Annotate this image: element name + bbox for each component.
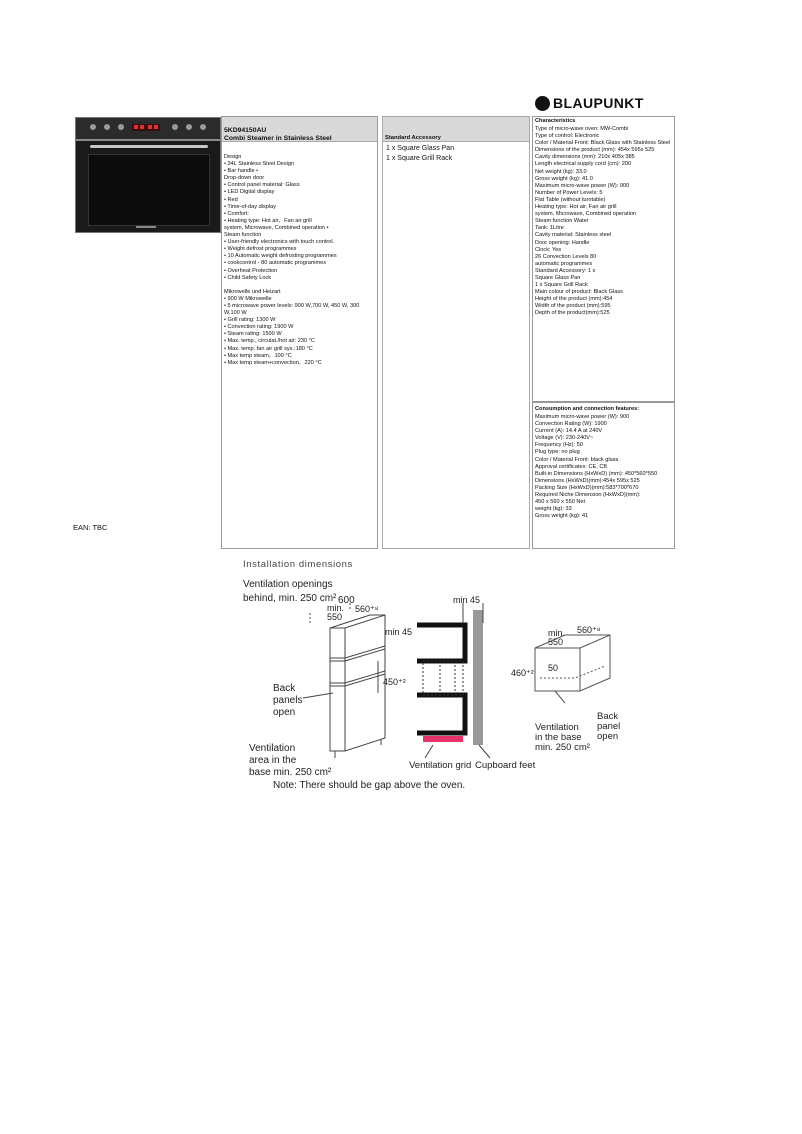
product-column	[221, 116, 378, 549]
spec-line: • Max temp steam+convection、220 °C	[224, 359, 322, 366]
spec-line: Steam function	[224, 232, 262, 239]
spec-line: Required Niche Dimension (HxWxD)(mm):	[535, 492, 641, 499]
vent-area-line1: Ventilation	[249, 743, 296, 754]
spec-line: Steam function Water	[535, 218, 589, 225]
spec-line: • Red	[224, 196, 238, 203]
product-model: 5KD94150AU	[224, 127, 267, 134]
installation-title: Installation dimensions	[243, 559, 353, 570]
right-vent-line2: in the base	[535, 732, 582, 743]
spec-line: • Overheat Protection	[224, 267, 278, 274]
spec-line: Frequency (Hz): 50	[535, 442, 583, 449]
right-min-550: 550	[548, 637, 564, 647]
spec-line: • Time-of-day display	[224, 203, 277, 210]
vent-behind-line2: behind, min. 250 cm²	[243, 593, 337, 604]
leader-line	[425, 745, 433, 758]
spec-line: Packing Size (HxWxD)(mm):583*700*670	[535, 484, 639, 491]
installation-note: Note: There should be gap above the oven.	[273, 780, 466, 791]
right-back-line1: Back	[597, 711, 619, 722]
control-dot-icon	[90, 124, 96, 130]
accessory-list	[386, 144, 454, 164]
dim-min-label: min.	[327, 603, 345, 613]
spec-line: • Grill rating: 1300 W	[224, 317, 276, 324]
dim-min-550: 550	[327, 612, 343, 622]
consumption-list	[535, 414, 675, 520]
spec-line: Plug type: no plug	[535, 449, 580, 456]
spec-line: • Comfort:	[224, 210, 249, 217]
vent-behind-line1: Ventilation openings	[243, 579, 333, 590]
spec-line: Maximum micro-wave power (W): 900	[535, 414, 630, 420]
spec-line: Gross weight (kg): 41	[535, 513, 589, 520]
right-vent-line3: min. 250 cm²	[535, 742, 590, 753]
spec-line: Built-in Dimensions (HxWxD) (mm): 450*560*550	[535, 470, 658, 477]
ean-label: EAN: TBC	[73, 523, 108, 532]
spec-line: • Bar handle •	[224, 168, 259, 175]
spec-line: • cookcontrol - 80 automatic programmes	[224, 260, 327, 267]
spec-line: Current (A): 14.4 A at 240V	[535, 428, 603, 435]
spec-line: Heating type: Hot air, Fan air grill	[535, 204, 617, 211]
spec-line: Main colour of product: Black Glass	[535, 289, 623, 296]
spec-line: • Steam rating: 1500 W	[224, 331, 282, 338]
bar-handle	[90, 145, 208, 148]
spec-line: Length electrical supply cord (cm): 200	[535, 161, 632, 168]
characteristics-box	[532, 116, 675, 402]
spec-line: Tank: 1Litre	[535, 225, 564, 232]
right-back-line3: open	[597, 731, 619, 742]
spec-line: Color / Material Front: black glass	[535, 456, 619, 463]
spec-line: • 34L Stainless Steel Design	[224, 161, 295, 168]
spec-line: Maximum micro-wave power (W): 900	[535, 182, 630, 189]
spec-line: Width of the product (mm):595	[535, 303, 611, 310]
spec-line: system, Microwave, Combined operation	[535, 211, 637, 218]
control-dot-icon	[200, 124, 206, 130]
spec-line: • User-friendly electronics with touch control.	[224, 239, 335, 246]
section-drawing	[417, 603, 483, 745]
spec-line: • 900 W Mikrowelle	[224, 295, 272, 302]
spec-line: • Child Safety Lock	[224, 274, 272, 281]
spec-line: Height of the product (mm):454	[535, 296, 613, 303]
vent-area-line2: area in the	[249, 755, 297, 766]
control-dot-icon	[186, 124, 192, 130]
spec-line: • Max temp steam、100 °C	[224, 352, 292, 359]
vent-area-line3: base min. 250 cm²	[249, 767, 332, 778]
dim-min-45-left: min 45	[385, 627, 413, 637]
spec-line: • Heating type: Hot air、Fan air grill	[224, 217, 312, 224]
back-panels-line3: open	[273, 707, 296, 718]
spec-line: Mikrowelle und Heizart	[224, 288, 281, 295]
spec-line: • 5 microwave power levels: 900 W,700 W, 450 W, 300	[224, 302, 360, 309]
dim-min-45-right: min 45	[453, 595, 481, 605]
spec-line: 1 x Square Glass Pan	[386, 145, 455, 152]
spec-line: • Weight defrost programmes	[224, 246, 297, 253]
consumption-box	[532, 402, 675, 549]
spec-line: system, Microwave, Combined operation •	[224, 224, 329, 231]
spec-line: Door opening: Handle	[535, 239, 590, 246]
control-dot-icon	[118, 124, 124, 130]
spec-line: Color / Material Front: Black Glass with Stainless Steel	[535, 140, 671, 147]
spec-line: W,100 W	[224, 310, 247, 317]
brand-logo	[535, 93, 644, 113]
spec-line: Cavity dimensions (mm): 210x 405x 385	[535, 154, 635, 161]
brand-strip	[136, 226, 156, 228]
spec-line: • LED Digital display	[224, 189, 275, 196]
cupboard-feet-label: Cupboard feet	[475, 760, 536, 771]
accessory-title: Standard Accessory	[385, 135, 441, 141]
spec-line: Square Glass Pan	[535, 274, 581, 281]
spec-line: Clock: Yes	[535, 246, 562, 253]
led-display-icon	[132, 124, 160, 131]
spec-line: Type of control: Electronic	[535, 133, 600, 140]
spec-line: Standard Accessory: 1 x	[535, 267, 596, 274]
leader-line	[479, 745, 490, 758]
ventilation-grid-label: Ventilation grid	[409, 760, 472, 771]
spec-line	[224, 282, 376, 289]
spec-line: 1 x Square Grill Rack	[386, 155, 453, 162]
spec-line: • Control panel material: Glass	[224, 182, 300, 189]
right-min-label: min.	[548, 628, 566, 638]
dim-450: 450⁺²	[383, 677, 406, 687]
spec-line: • 10 Automatic weight defrosting programmes	[224, 253, 337, 260]
spec-line: 1 x Square Grill Rack	[535, 282, 588, 289]
niche-drawing	[535, 635, 610, 703]
spec-line: Approval certificates: CE, CB	[535, 463, 608, 470]
accessory-column	[382, 116, 530, 549]
brand-name: BLAUPUNKT	[553, 95, 644, 111]
cabinet-drawing	[310, 603, 385, 758]
dim-600: 600	[338, 595, 355, 606]
right-vent-line1: Ventilation	[535, 722, 579, 733]
spec-line: Voltage (V): 230-240V~	[535, 435, 594, 442]
design-feature-list	[224, 154, 376, 367]
spec-line: Depth of the product(mm):525	[535, 310, 610, 317]
oven-control-panel	[76, 118, 220, 141]
spec-line: Flat Table (without turntable)	[535, 196, 606, 203]
control-dot-icon	[172, 124, 178, 130]
spec-line: 450 x 560 x 550 Net	[535, 499, 586, 506]
installation-diagram	[235, 553, 655, 798]
characteristics-title: Characteristics	[535, 118, 576, 124]
spec-line: Dimensions (HxWxD)(mm):454x 595x 525	[535, 477, 640, 484]
right-dim-560: 560⁺⁸	[577, 625, 601, 635]
spec-line: • Max. temp., circulat./hot air: 230 °C	[224, 338, 315, 345]
spec-line: Gross weight (kg): 41.0	[535, 175, 593, 182]
spec-line: Design	[224, 154, 242, 160]
spec-line: Number of Power Levels: 5	[535, 189, 603, 196]
right-dim-50: 50	[548, 663, 559, 673]
back-panels-line2: panels	[273, 695, 303, 706]
spec-line: Drop-down door	[224, 175, 265, 182]
product-photo	[75, 117, 221, 233]
spec-line: automatic programmes	[535, 260, 593, 267]
spec-line: 26 Convection Levels 80	[535, 253, 597, 260]
back-panels-line1: Back	[273, 683, 296, 694]
dim-560: 560⁺⁸	[355, 604, 379, 614]
spec-line: Convection Rating (W): 1900	[535, 421, 607, 428]
right-dim-460: 460⁺²	[511, 668, 534, 678]
spec-line: Type of micro-wave oven: MW-Combi	[535, 126, 629, 132]
spec-line: Net weight (kg): 33.0	[535, 168, 587, 175]
oven-door	[88, 154, 210, 226]
spec-line: • Max. temp. fan air grill sys.:180 °C	[224, 345, 313, 352]
brand-logo-icon	[535, 96, 550, 111]
right-back-line2: panel	[597, 721, 621, 732]
spec-line: • Convection rating: 1900 W	[224, 324, 294, 331]
control-dot-icon	[104, 124, 110, 130]
spec-line: Dimensions of the product (mm): 454x 595x 525	[535, 147, 655, 154]
spec-line: Cavity material: Stainless steel	[535, 232, 612, 239]
consumption-title: Consumption and connection features:	[535, 406, 640, 412]
leader-line	[303, 693, 333, 698]
characteristics-list	[535, 126, 675, 318]
product-name: Combi Steamer in Stainless Steel	[224, 135, 332, 142]
spec-line: weight (kg): 33	[535, 506, 572, 513]
